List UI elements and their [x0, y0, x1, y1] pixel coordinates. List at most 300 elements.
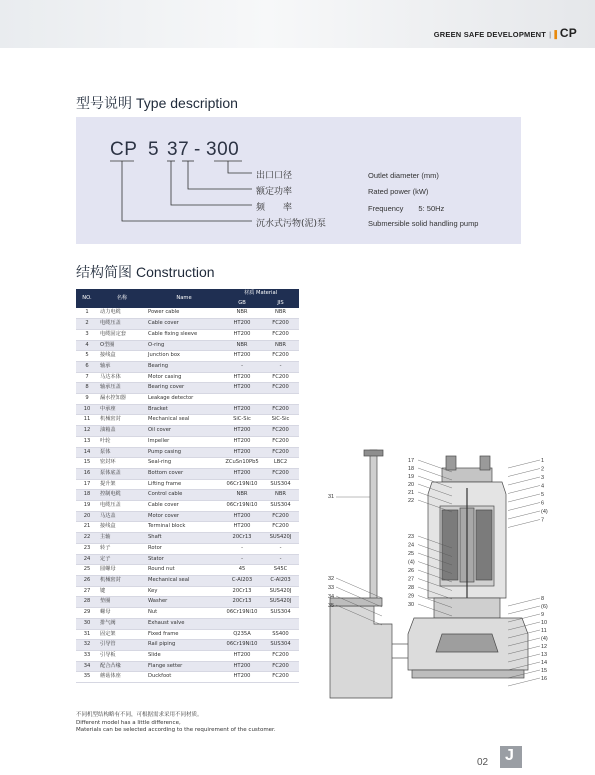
part-no: 13	[76, 436, 98, 447]
material-gb: NBR	[222, 340, 262, 351]
material-gb: -	[222, 554, 262, 565]
part-name-en: Cable cover	[146, 319, 222, 330]
table-row	[76, 372, 299, 383]
part-no: 1	[76, 308, 98, 318]
callout-label: 34	[328, 594, 335, 600]
part-name-cn: 排气阀	[98, 618, 146, 629]
part-name-en: Leakage detector	[146, 394, 222, 405]
part-no: 2	[76, 319, 98, 330]
part-no: 11	[76, 415, 98, 426]
part-name-cn: 提升架	[98, 479, 146, 490]
material-jis: SiC-Sic	[262, 415, 299, 426]
material-jis: SUS420J	[262, 586, 299, 597]
table-row	[76, 661, 299, 672]
part-no: 33	[76, 650, 98, 661]
callout-label: 22	[408, 498, 415, 504]
table-row	[76, 361, 299, 372]
material-gb: HT200	[222, 426, 262, 437]
part-name-en: Rotor	[146, 543, 222, 554]
part-no: 14	[76, 447, 98, 458]
legend-frequency-cn: 频 率	[256, 203, 293, 213]
material-jis: FC200	[262, 383, 299, 394]
brand-separator: |	[549, 30, 552, 39]
part-no: 31	[76, 629, 98, 640]
material-jis: SUS304	[262, 479, 299, 490]
header-name-en: Name	[146, 289, 222, 308]
part-name-en: Terminal block	[146, 522, 222, 533]
callout-label: 32	[328, 576, 335, 582]
table-row	[76, 329, 299, 340]
table-row	[76, 522, 299, 533]
part-name-cn: 中承座	[98, 404, 146, 415]
legend-outlet-en: Outlet diameter (mm)	[368, 171, 439, 180]
material-jis: FC200	[262, 522, 299, 533]
material-jis: FC200	[262, 436, 299, 447]
part-name-cn: 电缆压盖	[98, 319, 146, 330]
material-jis: FC200	[262, 661, 299, 672]
callout-leader-line	[508, 486, 540, 494]
material-jis: SUS304	[262, 501, 299, 512]
part-no: 29	[76, 608, 98, 619]
material-gb: Q235A	[222, 629, 262, 640]
part-no: 20	[76, 511, 98, 522]
callout-label: 17	[408, 458, 415, 464]
part-name-cn: 定子	[98, 554, 146, 565]
header-material	[222, 289, 299, 299]
material-jis: NBR	[262, 308, 299, 318]
table-row	[76, 436, 299, 447]
part-name-cn: 接线盒	[98, 522, 146, 533]
material-gb: NBR	[222, 490, 262, 501]
part-name-cn: 配合凸缘	[98, 661, 146, 672]
part-no: 30	[76, 618, 98, 629]
table-row	[76, 533, 299, 544]
table-row	[76, 308, 299, 318]
material-jis: FC200	[262, 351, 299, 362]
model-power: 37	[167, 139, 190, 160]
callout-leader-line	[508, 606, 540, 614]
part-name-cn: 叶轮	[98, 436, 146, 447]
table-row	[76, 565, 299, 576]
callout-leader-line	[508, 477, 540, 485]
part-no: 21	[76, 522, 98, 533]
material-gb: HT200	[222, 650, 262, 661]
page-number: 02	[477, 757, 489, 768]
callout-leader-line	[508, 494, 540, 502]
callout-label: 30	[408, 602, 415, 608]
material-jis: NBR	[262, 340, 299, 351]
callout-label: 7	[541, 517, 545, 524]
legend-outlet-cn: 出口口径	[256, 171, 293, 181]
part-no: 28	[76, 597, 98, 608]
table-row	[76, 650, 299, 661]
callout-leader-line	[508, 503, 540, 511]
part-no: 7	[76, 372, 98, 383]
callout-leader-line	[508, 460, 540, 468]
material-jis: NBR	[262, 490, 299, 501]
part-no: 17	[76, 479, 98, 490]
part-name-en: Shaft	[146, 533, 222, 544]
callout-label: 18	[408, 466, 415, 472]
part-name-cn: 油箱盖	[98, 426, 146, 437]
part-name-cn: 电缆固定套	[98, 329, 146, 340]
material-jis: -	[262, 361, 299, 372]
material-gb: 45	[222, 565, 262, 576]
part-name-en: Rail piping	[146, 640, 222, 651]
callout-label: 9	[541, 612, 545, 618]
note-cn: 不同机型结构略有不同，可根据需求采用不同材质。	[76, 712, 203, 718]
part-name-cn: 圆螺母	[98, 565, 146, 576]
part-name-cn: 电缆压盖	[98, 501, 146, 512]
material-jis: FC200	[262, 672, 299, 683]
callout-label: 29	[408, 593, 415, 600]
table-row	[76, 501, 299, 512]
material-gb: 06Cr19Ni10	[222, 640, 262, 651]
table-row	[76, 554, 299, 565]
material-jis: FC200	[262, 329, 299, 340]
part-name-cn: 机械密封	[98, 575, 146, 586]
part-name-cn: 机械密封	[98, 415, 146, 426]
material-gb	[222, 394, 262, 405]
material-jis: SUS420J	[262, 533, 299, 544]
material-gb: 20Cr13	[222, 533, 262, 544]
header-gb: GB	[222, 299, 262, 309]
part-name-en: Nut	[146, 608, 222, 619]
material-jis: FC200	[262, 319, 299, 330]
part-name-en: Oil cover	[146, 426, 222, 437]
parts-table-body	[76, 308, 299, 682]
material-jis: FC200	[262, 404, 299, 415]
callout-label: 31	[328, 494, 335, 500]
callout-label: 13	[541, 652, 548, 658]
header-material-en: Material	[255, 290, 278, 296]
table-row	[76, 618, 299, 629]
header-name-cn: 名称	[98, 289, 146, 308]
material-gb: 06Cr19Ni10	[222, 479, 262, 490]
part-name-en: Mechanical seal	[146, 575, 222, 586]
callout-label: 8	[541, 596, 545, 602]
table-row	[76, 629, 299, 640]
footer-logo-icon: J	[500, 746, 522, 768]
material-gb: HT200	[222, 661, 262, 672]
callout-label: 10	[541, 620, 548, 626]
part-no: 24	[76, 554, 98, 565]
material-gb: C-Al203	[222, 575, 262, 586]
callout-label: (4)	[541, 636, 548, 642]
construction-title-en: Construction	[136, 264, 215, 280]
material-gb: SiC-Sic	[222, 415, 262, 426]
table-row	[76, 479, 299, 490]
part-name-cn: 控制电缆	[98, 490, 146, 501]
legend-frequency-en: Frequency 5: 50Hz	[368, 204, 445, 213]
part-no: 18	[76, 490, 98, 501]
callout-leader-line	[508, 511, 540, 519]
callout-label: (4)	[541, 509, 548, 515]
part-name-en: Pump casing	[146, 447, 222, 458]
part-name-cn: 轴承压盖	[98, 383, 146, 394]
part-name-en: O-ring	[146, 340, 222, 351]
material-gb: HT200	[222, 383, 262, 394]
part-name-en: Impeller	[146, 436, 222, 447]
table-row	[76, 672, 299, 683]
material-jis: SUS304	[262, 640, 299, 651]
callout-label: 21	[408, 490, 415, 496]
part-name-cn: 键	[98, 586, 146, 597]
part-name-en: Mechanical seal	[146, 415, 222, 426]
material-gb: HT200	[222, 511, 262, 522]
callout-label: 25	[408, 551, 415, 557]
part-name-en: Seal-ring	[146, 458, 222, 469]
construction-title-cn: 结构简图	[76, 265, 132, 281]
part-name-en: Key	[146, 586, 222, 597]
material-jis: S45C	[262, 565, 299, 576]
material-jis: FC200	[262, 468, 299, 479]
legend-pump-en: Submersible solid handling pump	[368, 219, 479, 228]
callout-label: 23	[408, 534, 415, 540]
table-row	[76, 597, 299, 608]
material-gb: HT200	[222, 672, 262, 683]
part-name-cn: 泵体	[98, 447, 146, 458]
callout-label: 12	[541, 644, 548, 650]
legend-power-en: Rated power (kW)	[368, 187, 429, 196]
part-no: 8	[76, 383, 98, 394]
part-name-en: Junction box	[146, 351, 222, 362]
note-en-2: Materials can be selected according to the requirement of the customer.	[76, 727, 276, 733]
material-gb: 20Cr13	[222, 597, 262, 608]
material-jis: SUS304	[262, 608, 299, 619]
callout-label: 1	[541, 458, 545, 464]
callout-label: 14	[541, 660, 548, 666]
pump-cross-section-diagram	[322, 448, 558, 710]
part-no: 25	[76, 565, 98, 576]
table-notes	[76, 712, 276, 735]
part-name-en: Fixed frame	[146, 629, 222, 640]
material-jis: -	[262, 543, 299, 554]
part-name-cn: 引导管	[98, 640, 146, 651]
part-no: 26	[76, 575, 98, 586]
table-row	[76, 575, 299, 586]
part-no: 16	[76, 468, 98, 479]
callout-label: 27	[408, 576, 415, 583]
material-jis: C-Al203	[262, 575, 299, 586]
material-gb: HT200	[222, 404, 262, 415]
table-row	[76, 415, 299, 426]
model-outlet: 300	[206, 139, 240, 160]
part-name-cn: 马达本体	[98, 372, 146, 383]
type-section-title	[76, 93, 238, 113]
material-jis: FC200	[262, 511, 299, 522]
part-name-en: Motor casing	[146, 372, 222, 383]
part-no: 23	[76, 543, 98, 554]
type-title-en: Type description	[136, 95, 238, 111]
part-name-cn: 轴承	[98, 361, 146, 372]
material-jis: -	[262, 554, 299, 565]
material-jis: SUS420J	[262, 597, 299, 608]
material-gb: 06Cr19Ni10	[222, 501, 262, 512]
table-row	[76, 351, 299, 362]
part-no: 32	[76, 640, 98, 651]
table-row	[76, 404, 299, 415]
part-name-cn: 漏水控知器	[98, 394, 146, 405]
part-no: 5	[76, 351, 98, 362]
part-name-en: Bearing cover	[146, 383, 222, 394]
callout-label: 2	[541, 466, 545, 473]
material-jis: FC200	[262, 426, 299, 437]
part-name-en: Washer	[146, 597, 222, 608]
part-name-en: Cable fixing sleeve	[146, 329, 222, 340]
part-name-cn: 泵体底盖	[98, 468, 146, 479]
part-name-en: Cable cover	[146, 501, 222, 512]
part-name-en: Lifting frame	[146, 479, 222, 490]
material-gb: 20Cr13	[222, 586, 262, 597]
model-frequency: 5	[148, 139, 160, 160]
callout-label: 3	[541, 475, 545, 481]
material-gb: -	[222, 543, 262, 554]
construction-section-title	[76, 262, 215, 282]
callout-leader-line	[508, 469, 540, 477]
table-row	[76, 458, 299, 469]
material-gb: NBR	[222, 308, 262, 318]
material-gb: HT200	[222, 329, 262, 340]
material-jis	[262, 394, 299, 405]
part-name-cn: 接线盒	[98, 351, 146, 362]
type-title-cn: 型号说明	[76, 96, 132, 112]
material-jis: LBC2	[262, 458, 299, 469]
model-series: CP	[110, 139, 138, 160]
callout-label: 24	[408, 542, 415, 549]
brand-mark-icon: ▌	[554, 30, 560, 39]
callout-label: 33	[328, 585, 335, 591]
callout-leader-line	[508, 598, 540, 606]
material-jis	[262, 618, 299, 629]
part-no: 4	[76, 340, 98, 351]
part-no: 10	[76, 404, 98, 415]
callout-label: 26	[408, 568, 415, 574]
callout-label: 6	[541, 500, 545, 507]
callout-label: (4)	[408, 559, 415, 566]
table-row	[76, 468, 299, 479]
legend-pump-cn: 沉水式污物(泥)泵	[256, 219, 327, 229]
part-no: 12	[76, 426, 98, 437]
part-no: 15	[76, 458, 98, 469]
table-row	[76, 586, 299, 597]
callout-leader-line	[508, 520, 540, 528]
material-gb: HT200	[222, 468, 262, 479]
part-name-en: Bottom cover	[146, 468, 222, 479]
material-jis: SS400	[262, 629, 299, 640]
part-name-cn: 主轴	[98, 533, 146, 544]
material-gb: HT200	[222, 447, 262, 458]
header-material-cn: 材质	[243, 290, 255, 296]
part-name-cn: 螺母	[98, 608, 146, 619]
part-name-en: Flange setter	[146, 661, 222, 672]
material-gb: HT200	[222, 351, 262, 362]
part-no: 3	[76, 329, 98, 340]
table-row	[76, 608, 299, 619]
part-name-en: Bracket	[146, 404, 222, 415]
parts-table	[76, 289, 299, 683]
part-name-en: Exhaust valve	[146, 618, 222, 629]
part-name-en: Motor cover	[146, 511, 222, 522]
part-name-en: Duckfoot	[146, 672, 222, 683]
part-name-cn: 蘑菇体座	[98, 672, 146, 683]
part-name-en: Bearing	[146, 361, 222, 372]
material-gb	[222, 618, 262, 629]
brand-logo: CP	[559, 26, 577, 40]
table-row	[76, 394, 299, 405]
callout-label: (6)	[541, 604, 548, 610]
callout-label: 16	[541, 676, 548, 682]
part-name-cn: 动力电缆	[98, 308, 146, 318]
material-gb: 06Cr19Ni10	[222, 608, 262, 619]
table-row	[76, 543, 299, 554]
part-name-cn: 固定架	[98, 629, 146, 640]
part-no: 19	[76, 501, 98, 512]
table-row	[76, 447, 299, 458]
material-gb: ZCuSn10Pb5	[222, 458, 262, 469]
material-gb: HT200	[222, 319, 262, 330]
part-no: 9	[76, 394, 98, 405]
brand-header	[434, 26, 577, 40]
legend-power-cn: 额定功率	[256, 187, 293, 197]
material-gb: HT200	[222, 372, 262, 383]
callout-label: 19	[408, 474, 415, 480]
material-gb: HT200	[222, 522, 262, 533]
type-description-box	[76, 117, 521, 244]
part-name-cn: 引导板	[98, 650, 146, 661]
material-gb: HT200	[222, 436, 262, 447]
note-en-1: Different model has a little difference,	[76, 719, 181, 726]
material-jis: FC200	[262, 447, 299, 458]
table-row	[76, 426, 299, 437]
header-jis: JIS	[262, 299, 299, 309]
part-no: 34	[76, 661, 98, 672]
part-name-cn: 转子	[98, 543, 146, 554]
callout-label: 5	[541, 492, 545, 498]
table-row	[76, 383, 299, 394]
part-name-cn: O型圈	[98, 340, 146, 351]
part-no: 22	[76, 533, 98, 544]
part-no: 27	[76, 586, 98, 597]
part-name-en: Slide	[146, 650, 222, 661]
callout-label: 20	[408, 482, 415, 488]
part-no: 35	[76, 672, 98, 683]
part-name-cn: 密封环	[98, 458, 146, 469]
table-row	[76, 319, 299, 330]
table-row	[76, 511, 299, 522]
callout-label: 11	[541, 628, 547, 634]
part-name-en: Power cable	[146, 308, 222, 318]
callout-leader-line	[508, 678, 540, 686]
part-no: 6	[76, 361, 98, 372]
part-name-en: Control cable	[146, 490, 222, 501]
model-dash: -	[194, 139, 201, 160]
callout-label: 28	[408, 585, 415, 591]
brand-slogan: GREEN SAFE DEVELOPMENT	[433, 30, 547, 39]
material-gb: -	[222, 361, 262, 372]
callout-label: 35	[328, 603, 335, 609]
material-jis: FC200	[262, 372, 299, 383]
header-no: NO.	[76, 289, 98, 308]
part-name-cn: 垫圈	[98, 597, 146, 608]
table-row	[76, 640, 299, 651]
part-name-cn: 马达盖	[98, 511, 146, 522]
callout-label: 4	[541, 483, 545, 490]
header-band	[0, 0, 595, 48]
table-row	[76, 490, 299, 501]
table-row	[76, 340, 299, 351]
part-name-en: Stator	[146, 554, 222, 565]
